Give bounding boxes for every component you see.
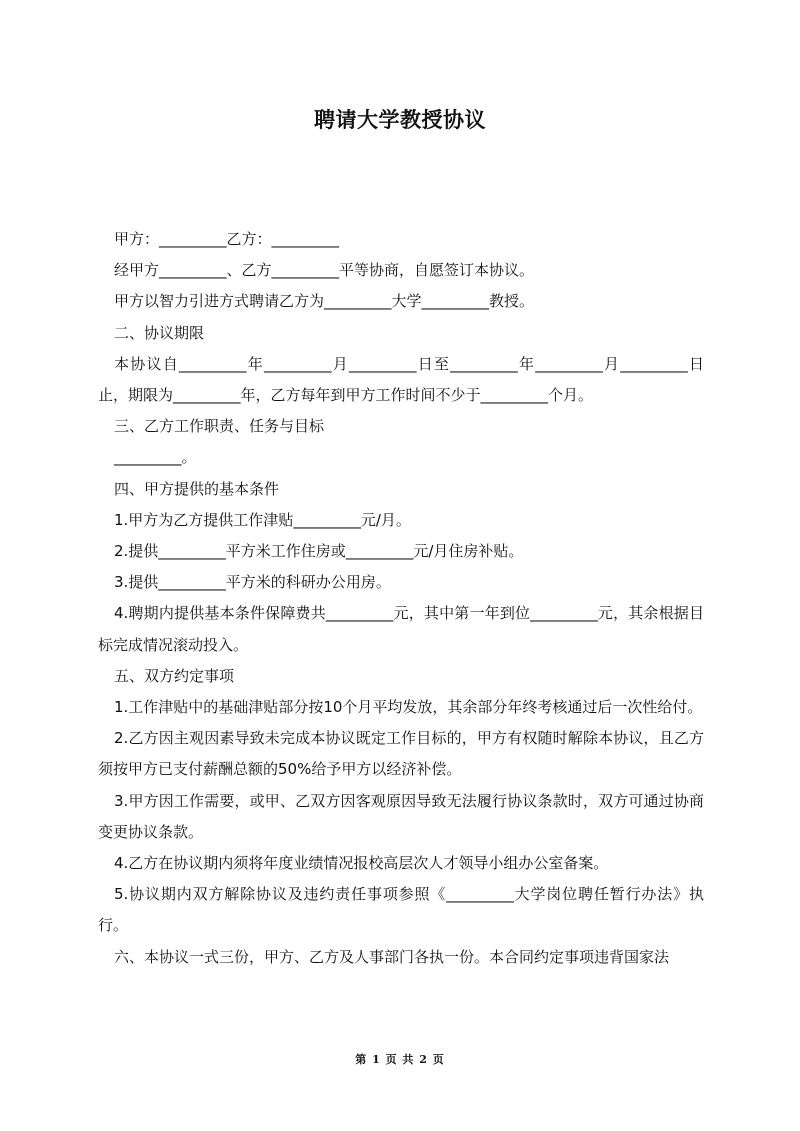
paragraph-term: 本协议自_________年_________月_________日至_________年_________月_________日止，期限为_________年，乙方每年到甲方工作时间不少于_________个月。 [98, 354, 704, 405]
paragraph-agreement-2: 2.乙方因主观因素导致未完成本协议既定工作目标的，甲方有权随时解除本协议，且乙方须按甲方已支付薪酬总额的50%给予甲方以经济补偿。 [98, 729, 704, 779]
section-heading-term: 二、协议期限 [114, 323, 205, 342]
paragraph-agreement-5: 5.协议期内双方解除协议及违约责任事项参照《_________大学岗位聘任暂行办法》执行。 [98, 885, 704, 935]
page-number-footer: 第 1 页 共 2 页 [355, 1053, 445, 1066]
section-heading-conditions: 四、甲方提供的基本条件 [114, 479, 280, 498]
paragraph-condition-3: 3.提供_________平方米的科研办公用房。 [114, 573, 391, 592]
section-heading-agreements: 五、双方约定事项 [114, 666, 235, 685]
paragraph-condition-2: 2.提供_________平方米工作住房或_________元/月住房补贴。 [114, 542, 524, 561]
paragraph-parties: 甲方：_________乙方：_________ [114, 230, 340, 248]
paragraph-condition-4: 4.聘期内提供基本条件保障费共_________元，其中第一年到位_________元，其余根据目标完成情况滚动投入。 [98, 604, 704, 654]
paragraph-negotiation: 经甲方_________、乙方_________平等协商，自愿签订本协议。 [114, 261, 535, 280]
paragraph-appointment: 甲方以智力引进方式聘请乙方为_________大学_________教授。 [114, 292, 535, 311]
paragraph-agreement-4: 4.乙方在协议期内须将年度业绩情况报校高层次人才领导小组办公室备案。 [114, 854, 609, 873]
section-heading-duties: 三、乙方工作职责、任务与目标 [114, 417, 325, 436]
document-body [98, 224, 704, 973]
paragraph-agreement-3: 3.甲方因工作需要，或甲、乙双方因客观原因导致无法履行协议条款时，双方可通过协商变更协议条款。 [98, 791, 704, 841]
paragraph-condition-1: 1.甲方为乙方提供工作津贴_________元/月。 [114, 510, 411, 529]
paragraph-duties-blank: _________。 [114, 448, 197, 467]
document-title: 聘请大学教授协议 [314, 108, 486, 132]
paragraph-agreement-1: 1.工作津贴中的基础津贴部分按10个月平均发放，其余部分年终考核通过后一次性给付。 [114, 698, 703, 717]
paragraph-copies: 六、本协议一式三份，甲方、乙方及人事部门各执一份。本合同约定事项违背国家法 [114, 947, 670, 966]
